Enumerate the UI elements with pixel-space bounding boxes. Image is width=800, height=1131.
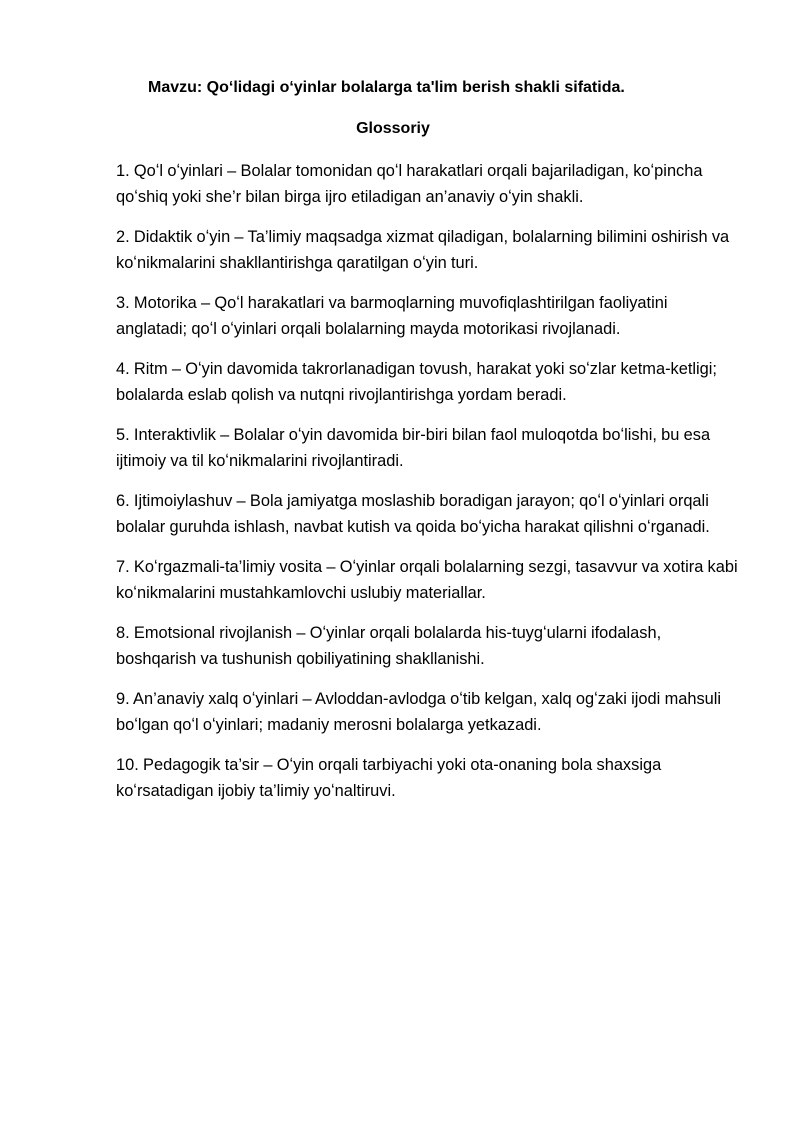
glossary-heading: Glossoriy [356, 120, 430, 137]
glossary-entry-5: 5. Interaktivlik – Bolalar oʻyin davomida bir-biri bilan faol muloqotda boʻlishi, bu esa ijtimoiy va til koʻnikmalarini rivojlantiradi. [116, 426, 711, 470]
glossary-entry-3: 3. Motorika – Qoʻl harakatlari va barmoqlarning muvofiqlashtirilgan faoliyatini anglatadi; qoʻl oʻyinlari orqali bolalarning mayda motorikasi rivojlanadi. [116, 294, 668, 338]
glossary-entry-1: 1. Qoʻl oʻyinlari – Bolalar tomonidan qoʻl harakatlari orqali bajariladigan, koʻpincha qoʻshiq yoki she’r bilan birga ijro etiladigan an’anaviy oʻyin shakli. [116, 162, 703, 206]
glossary-entry-2: 2. Didaktik oʻyin – Ta’limiy maqsadga xizmat qiladigan, bolalarning bilimini oshirish va koʻnikmalarini shakllantirishga qaratilgan oʻyin turi. [116, 228, 730, 272]
glossary-entry-4: 4. Ritm – Oʻyin davomida takrorlanadigan tovush, harakat yoki soʻzlar ketma-ketligi; bolalarda eslab qolish va nutqni rivojlantirishga yordam beradi. [116, 360, 717, 404]
glossary-entry-9: 9. An’anaviy xalq oʻyinlari – Avloddan-avlodga oʻtib kelgan, xalq ogʻzaki ijodi mahsuli boʻlgan qoʻl oʻyinlari; madaniy merosni bolalarga yetkazadi. [116, 690, 722, 734]
glossary-entry-7: 7. Koʻrgazmali-ta’limiy vosita – Oʻyinlar orqali bolalarning sezgi, tasavvur va xotira kabi koʻnikmalarini mustahkamlovchi uslubiy materiallar. [116, 558, 738, 602]
glossary-entry-8: 8. Emotsional rivojlanish – Oʻyinlar orqali bolalarda his-tuygʻularni ifodalash, boshqarish va tushunish qobiliyatining shakllanishi. [116, 624, 662, 668]
document-title: Mavzu: Qoʻlidagi oʻyinlar bolalarga ta'lim berish shakli sifatida. [148, 79, 625, 96]
glossary-list [116, 158, 742, 818]
glossary-entry-6: 6. Ijtimoiylashuv – Bola jamiyatga moslashib boradigan jarayon; qoʻl oʻyinlari orqali bolalar guruhda ishlash, navbat kutish va qoida boʻyicha harakat qilishni oʻrganadi. [116, 492, 710, 536]
glossary-entry-10: 10. Pedagogik ta’sir – Oʻyin orqali tarbiyachi yoki ota-onaning bola shaxsiga koʻrsatadigan ijobiy ta’limiy yoʻnaltiruvi. [116, 756, 662, 800]
